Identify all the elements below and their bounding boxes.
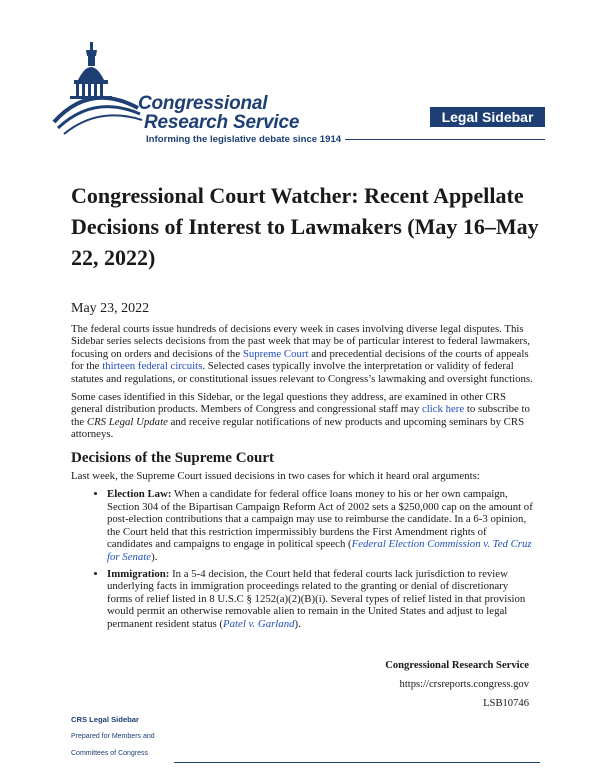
logo-tagline: Informing the legislative debate since 1914	[146, 134, 342, 145]
capitol-dome-logo-icon	[50, 42, 146, 142]
section-lead: Last week, the Supreme Court issued decisions in two cases for which it heard oral arguments:	[71, 470, 480, 483]
item-end: ).	[151, 550, 158, 563]
item-text: In a 5-4 decision, the Court held that federal courts lack jurisdiction to review underlying facts in immigration proceedings related to the granting or denial of discretionary forms of relief listed in 8 U.S.C § 1252(a)(2)(B)(i). Several types of relief listed in that provision would permit an otherwise removable alien to remain in the United States and adjust to legal permanent resident status (	[107, 567, 526, 630]
report-code: LSB10746	[483, 698, 529, 709]
footer-left-title: CRS Legal Sidebar	[71, 715, 139, 724]
text: The federal courts issue hundreds of decisions every week in cases involving diverse legal disputes. This Sidebar series selects decisions from the past week that may be of particular interest to federal lawmakers, focusing on orders and decisions of the	[71, 323, 530, 360]
text: to subscribe to the	[71, 403, 530, 428]
crs-logo-wordmark	[138, 94, 341, 145]
section-heading: Decisions of the Supreme Court	[71, 449, 275, 466]
case-link-fec-cruz[interactable]: Federal Election Commission v. Ted Cruz for Senate	[107, 538, 532, 563]
header	[0, 0, 600, 150]
item-end: ).	[294, 617, 301, 630]
item-label: Immigration:	[107, 567, 170, 580]
item-text: When a candidate for federal office loans money to his or her own campaign, Section 304 of the Bipartisan Campaign Reform Act of 2002 sets a $250,000 cap on the amount of post-election contributions that a campaign may use to reimburse the candidate. In a 6-3 opinion, the Court held that this restriction impermissibly burdens the First Amendment rights of candidates and campaigns to engage in political speech (	[107, 488, 533, 551]
footer-left	[71, 715, 155, 767]
footer-info	[385, 656, 529, 713]
text: and receive regular notifications of new products and upcoming seminars by CRS attorneys.	[71, 415, 525, 441]
page-title: Congressional Court Watcher: Recent Appellate Decisions of Interest to Lawmakers (May 16–May 22, 2022)	[71, 183, 539, 270]
logo-line-2: Research Service	[144, 112, 300, 133]
decision-list	[71, 488, 533, 629]
subscribe-link[interactable]: click here	[421, 403, 465, 416]
text: Some cases identified in this Sidebar, or the legal questions they address, are examined in other CRS general distribution products. Members of Congress and congressional staff may	[71, 391, 506, 416]
list-item	[107, 568, 533, 630]
item-label: Election Law:	[107, 488, 172, 501]
footer-url: https://crsreports.congress.gov	[399, 679, 529, 690]
federal-circuits-link[interactable]: thirteen federal circuits	[102, 360, 203, 373]
document-body	[71, 323, 533, 635]
list-item	[107, 488, 533, 562]
footer-rule	[174, 762, 540, 763]
text: and precedential decisions of the courts of appeals for the	[71, 347, 529, 373]
case-link-patel-garland[interactable]: Patel v. Garland	[223, 617, 295, 630]
logo-line-1: Congressional	[138, 93, 268, 114]
publication-date: May 23, 2022	[71, 301, 150, 316]
legal-update-title: CRS Legal Update	[86, 415, 168, 428]
supreme-court-link[interactable]: Supreme Court	[242, 347, 309, 360]
intro-paragraph-1	[71, 323, 533, 385]
footer-left-line-2: Committees of Congress	[71, 750, 149, 757]
footer-left-line-1: Prepared for Members and	[71, 733, 155, 740]
footer-org: Congressional Research Service	[385, 660, 529, 671]
intro-paragraph-2	[71, 391, 533, 441]
header-rule	[345, 139, 545, 140]
legal-sidebar-badge: Legal Sidebar	[430, 107, 545, 127]
text: . Selected cases typically involve the interpretation or validity of federal statutes and regulations, or constitutional issues relevant to Congress’s lawmaking and oversight functions.	[71, 360, 533, 385]
